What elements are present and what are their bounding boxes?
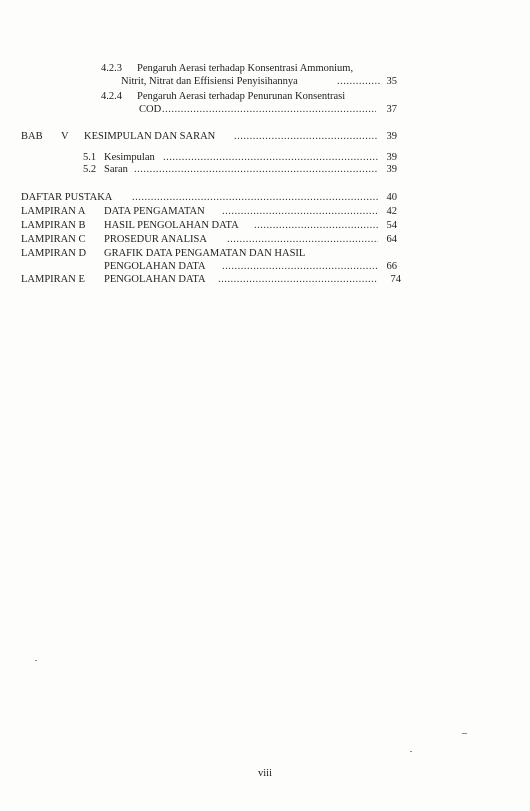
toc-lampiran-e-label: LAMPIRAN E	[21, 274, 85, 285]
page-number: viii	[257, 768, 272, 779]
toc-entry-5-1-leader	[163, 152, 378, 164]
toc-lampiran-d-leader	[222, 261, 378, 273]
toc-bab-leader	[234, 131, 378, 143]
toc-entry-4-2-4-page: 37	[386, 104, 397, 115]
toc-entry-4-2-3-number: 4.2.3	[101, 63, 122, 74]
toc-entry-5-2-page: 39	[386, 164, 397, 175]
toc-bab-number: V	[61, 131, 69, 142]
toc-lampiran-c-title: PROSEDUR ANALISA	[104, 234, 207, 245]
toc-lampiran-d-label: LAMPIRAN D	[21, 248, 87, 259]
toc-entry-5-2-leader	[134, 164, 378, 176]
toc-bab-title: KESIMPULAN DAN SARAN	[84, 131, 216, 142]
toc-lampiran-d-title-line1: GRAFIK DATA PENGAMATAN DAN HASIL	[104, 248, 306, 259]
toc-lampiran-e-leader	[218, 274, 378, 286]
toc-entry-4-2-4-title-line2: COD	[139, 104, 162, 115]
toc-entry-5-1-title: Kesimpulan	[104, 152, 155, 163]
toc-bab-page: 39	[386, 131, 397, 142]
toc-entry-5-2-title: Saran	[104, 164, 128, 175]
toc-entry-4-2-4-title-line1: Pengaruh Aerasi terhadap Penurunan Konsentrasi	[137, 91, 346, 102]
toc-lampiran-a-page: 42	[386, 206, 397, 217]
scan-speck	[35, 660, 37, 661]
toc-entry-4-2-4-leader	[162, 104, 376, 116]
toc-lampiran-a-label: LAMPIRAN A	[21, 206, 86, 217]
toc-entry-4-2-4-number: 4.2.4	[101, 91, 122, 102]
toc-entry-5-1-page: 39	[386, 152, 397, 163]
toc-lampiran-b-title: HASIL PENGOLAHAN DATA	[104, 220, 239, 231]
toc-daftar-pustaka-page: 40	[386, 192, 397, 203]
toc-bab-label: BAB	[21, 131, 43, 142]
toc-lampiran-e-page: 74	[390, 274, 401, 285]
toc-lampiran-c-leader	[227, 234, 378, 246]
toc-entry-4-2-3-title-line1: Pengaruh Aerasi terhadap Konsentrasi Ammonium,	[137, 63, 354, 74]
toc-entry-5-2-number: 5.2	[83, 164, 97, 175]
toc-lampiran-a-leader	[222, 206, 378, 218]
toc-lampiran-c-page: 64	[386, 234, 397, 245]
toc-entry-4-2-3-title-line2: Nitrit, Nitrat dan Effisiensi Penyisihannya	[121, 76, 298, 87]
scan-speck	[462, 733, 467, 734]
toc-lampiran-b-page: 54	[386, 220, 397, 231]
toc-lampiran-d-title-line2: PENGOLAHAN DATA	[104, 261, 206, 272]
toc-lampiran-e-title: PENGOLAHAN DATA	[104, 274, 206, 285]
toc-entry-4-2-3-leader	[337, 76, 381, 88]
toc-lampiran-b-label: LAMPIRAN B	[21, 220, 86, 231]
toc-lampiran-c-label: LAMPIRAN C	[21, 234, 86, 245]
toc-entry-5-1-number: 5.1	[83, 152, 97, 163]
toc-daftar-pustaka-leader	[132, 192, 378, 204]
toc-entry-4-2-3-page: 35	[386, 76, 397, 87]
scan-speck	[410, 751, 412, 752]
toc-lampiran-a-title: DATA PENGAMATAN	[104, 206, 205, 217]
toc-daftar-pustaka-title: DAFTAR PUSTAKA	[21, 192, 113, 203]
toc-lampiran-d-page: 66	[386, 261, 397, 272]
toc-lampiran-b-leader	[254, 220, 378, 232]
